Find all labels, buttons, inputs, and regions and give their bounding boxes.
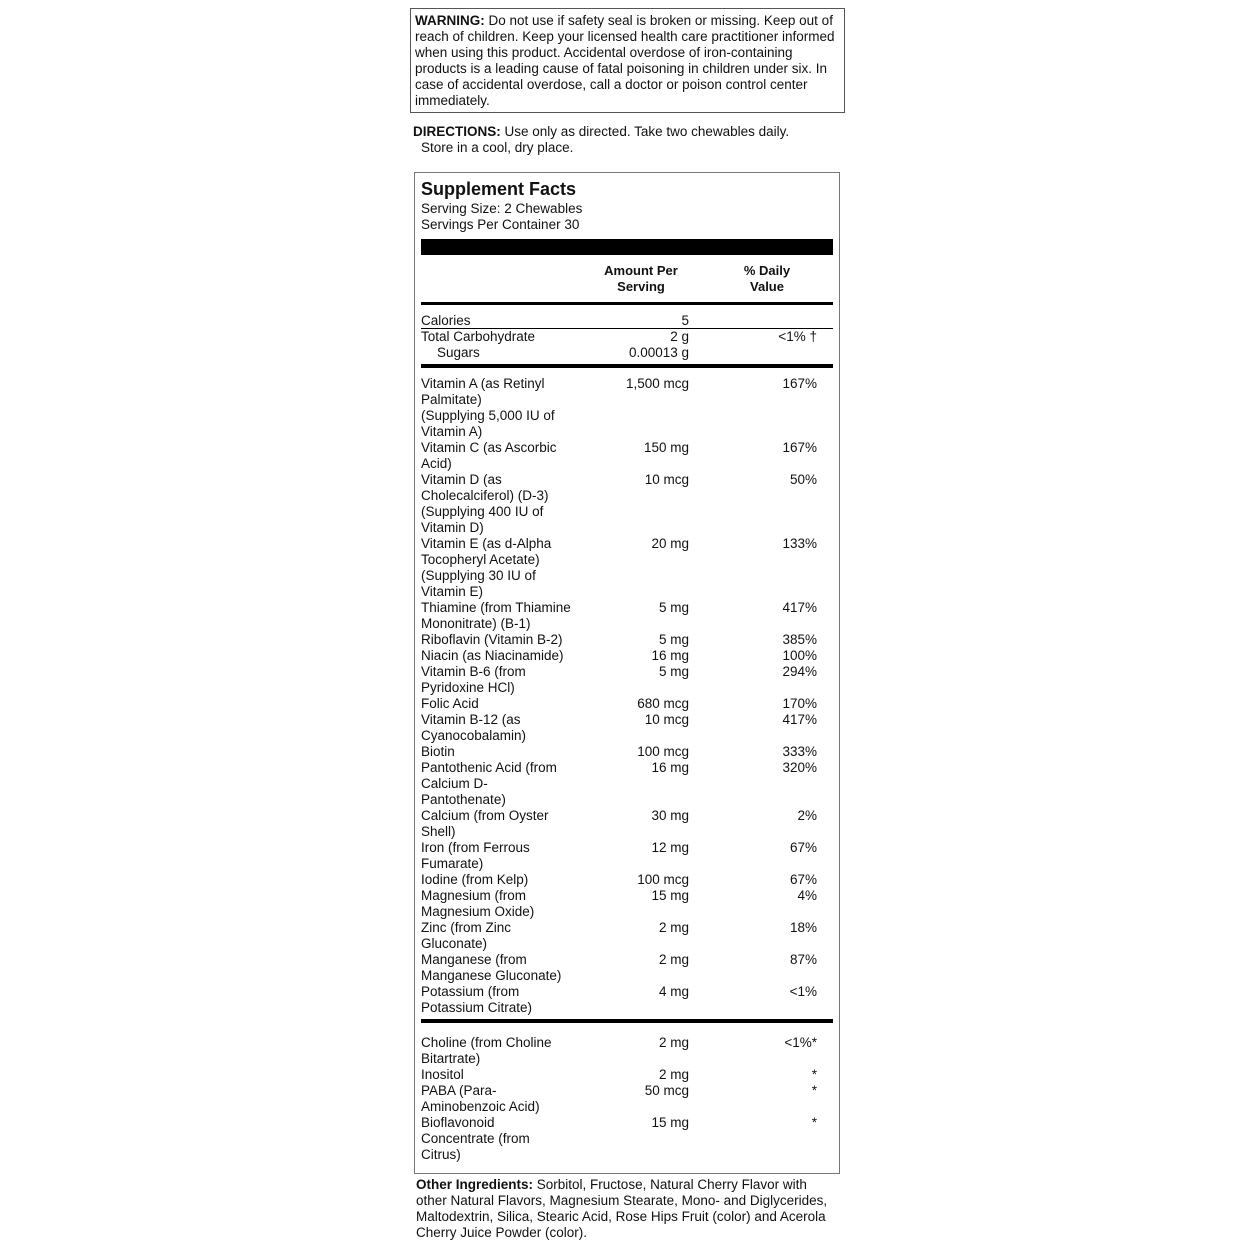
nutrient-name-line: Mononitrate) (B-1) bbox=[421, 616, 531, 631]
nutrient-row bbox=[421, 329, 833, 345]
nutrient-row bbox=[421, 744, 833, 760]
medium-divider-macros bbox=[421, 364, 833, 368]
nutrient-name bbox=[421, 536, 593, 600]
serving-size: Serving Size: 2 Chewables bbox=[421, 201, 583, 216]
nutrient-name-line: Fumarate) bbox=[421, 856, 484, 871]
nutrient-daily-value: 2% bbox=[797, 808, 817, 823]
nutrient-daily-value: 320% bbox=[782, 760, 817, 775]
nutrient-name bbox=[421, 888, 593, 920]
nutrient-name-line: Manganese (from bbox=[421, 952, 527, 967]
nutrient-daily-value: 87% bbox=[789, 952, 817, 967]
nutrient-name-line: (Supplying 30 IU of bbox=[421, 568, 536, 583]
nutrient-daily-value: <1% † bbox=[778, 329, 817, 344]
nutrient-daily-value: 50% bbox=[789, 472, 817, 487]
nutrient-daily-value: 167% bbox=[782, 440, 817, 455]
nutrient-name-line: Manganese Gluconate) bbox=[421, 968, 562, 983]
nutrient-name-line: Bitartrate) bbox=[421, 1051, 481, 1066]
nutrient-row bbox=[421, 1115, 833, 1163]
nutrient-name-line: Palmitate) bbox=[421, 392, 482, 407]
nutrient-amount: 100 mcg bbox=[637, 872, 689, 887]
directions-line1: Use only as directed. Take two chewables daily. bbox=[504, 124, 790, 139]
nutrient-row bbox=[421, 712, 833, 744]
nutrient-row bbox=[421, 888, 833, 920]
nutrient-amount: 16 mg bbox=[651, 760, 689, 775]
nutrient-name-line: Potassium (from bbox=[421, 984, 520, 999]
nutrient-row bbox=[421, 920, 833, 952]
nutrient-row bbox=[421, 840, 833, 872]
nutrient-amount: 5 mg bbox=[658, 600, 689, 615]
medium-divider-vitamins bbox=[421, 1019, 833, 1023]
nutrient-amount: 50 mcg bbox=[644, 1083, 689, 1098]
nutrient-name bbox=[421, 760, 593, 808]
nutrient-name bbox=[421, 984, 593, 1016]
column-header-amount-line2: Serving bbox=[617, 279, 665, 294]
nutrient-row bbox=[421, 345, 833, 361]
nutrient-amount: 100 mcg bbox=[637, 744, 689, 759]
nutrient-amount: 10 mcg bbox=[644, 712, 689, 727]
nutrient-row bbox=[421, 1035, 833, 1067]
nutrient-name-line: Sugars bbox=[437, 345, 480, 360]
nutrient-name-line: Vitamin D (as bbox=[421, 472, 502, 487]
nutrient-daily-value: 133% bbox=[782, 536, 817, 551]
nutrient-amount: 680 mcg bbox=[637, 696, 689, 711]
nutrient-name-line: (Supplying 5,000 IU of bbox=[421, 408, 555, 423]
nutrient-daily-value: 167% bbox=[782, 376, 817, 391]
nutrient-daily-value: <1%* bbox=[784, 1035, 817, 1050]
nutrient-name-line: Gluconate) bbox=[421, 936, 488, 951]
nutrient-amount: 16 mg bbox=[651, 648, 689, 663]
warning-box bbox=[410, 8, 845, 113]
nutrient-name bbox=[421, 872, 593, 888]
nutrient-amount: 150 mg bbox=[643, 440, 689, 455]
nutrient-name-line: Shell) bbox=[421, 824, 456, 839]
nutrient-amount: 5 mg bbox=[658, 664, 689, 679]
nutrient-name-line: Calcium (from Oyster bbox=[421, 808, 549, 823]
nutrient-name bbox=[421, 920, 593, 952]
nutrient-daily-value: 417% bbox=[782, 712, 817, 727]
nutrient-name bbox=[421, 1083, 593, 1115]
nutrient-name-line: Citrus) bbox=[421, 1147, 461, 1162]
nutrient-name-line: Vitamin A (as Retinyl bbox=[421, 376, 545, 391]
nutrient-name-line: Iron (from Ferrous bbox=[421, 840, 530, 855]
nutrient-row bbox=[421, 1067, 833, 1083]
nutrient-name-line: Iodine (from Kelp) bbox=[421, 872, 529, 887]
nutrient-amount: 0.00013 g bbox=[628, 345, 689, 360]
nutrient-row bbox=[421, 313, 833, 329]
nutrient-amount: 2 mg bbox=[658, 1035, 689, 1050]
nutrient-amount: 2 g bbox=[670, 329, 689, 344]
nutrient-name-line: Concentrate (from bbox=[421, 1131, 530, 1146]
nutrient-name-line: Zinc (from Zinc bbox=[421, 920, 512, 935]
nutrient-name-line: Cholecalciferol) (D-3) bbox=[421, 488, 549, 503]
nutrient-name-line: Niacin (as Niacinamide) bbox=[421, 648, 564, 663]
nutrient-name bbox=[421, 840, 593, 872]
nutrient-row bbox=[421, 440, 833, 472]
nutrient-name-line: Vitamin D) bbox=[421, 520, 484, 535]
nutrient-name-line: Vitamin E (as d-Alpha bbox=[421, 536, 552, 551]
nutrient-name-line: Biotin bbox=[421, 744, 455, 759]
directions-label: DIRECTIONS: bbox=[413, 124, 501, 139]
nutrient-name bbox=[421, 696, 593, 712]
nutrient-row bbox=[421, 760, 833, 808]
nutrient-row bbox=[421, 808, 833, 840]
nutrient-name bbox=[421, 329, 593, 345]
nutrient-name-line: Choline (from Choline bbox=[421, 1035, 552, 1050]
nutrient-name-line: Magnesium (from bbox=[421, 888, 527, 903]
nutrient-row bbox=[421, 984, 833, 1016]
nutrient-row bbox=[421, 376, 833, 440]
warning-text: Do not use if safety seal is broken or missing. Keep out of reach of children. Keep your licensed health care practitioner informed when using this product. Accidental overdose of iron-containing products is a leading cause of fatal poisoning in children under six. In case of accidental overdose, call a doctor or poison control center immediately. bbox=[415, 13, 835, 108]
nutrient-name bbox=[421, 712, 593, 744]
nutrient-daily-value: 385% bbox=[782, 632, 817, 647]
nutrient-name-line: Calcium D- bbox=[421, 776, 488, 791]
nutrient-row bbox=[421, 952, 833, 984]
nutrient-row bbox=[421, 1083, 833, 1115]
other-ingredients-text: Sorbitol, Fructose, Natural Cherry Flavor with other Natural Flavors, Magnesium Stearate, Mono- and Diglycerides, Maltodextrin, Silica, Stearic Acid, Rose Hips Fruit (color) and Acerola Cherry Juice Powder (color). bbox=[416, 1177, 828, 1240]
nutrient-name bbox=[421, 345, 609, 361]
nutrient-name-line: Vitamin A) bbox=[421, 424, 483, 439]
nutrient-name-line: Potassium Citrate) bbox=[421, 1000, 533, 1015]
nutrient-name bbox=[421, 744, 593, 760]
nutrient-name-line: Aminobenzoic Acid) bbox=[421, 1099, 540, 1114]
nutrient-amount: 2 mg bbox=[658, 952, 689, 967]
nutrient-name-line: Cyanocobalamin) bbox=[421, 728, 527, 743]
nutrient-name-line: Folic Acid bbox=[421, 696, 479, 711]
nutrient-name-line: Inositol bbox=[421, 1067, 464, 1082]
nutrient-row bbox=[421, 696, 833, 712]
nutrient-name bbox=[421, 664, 593, 696]
nutrient-name-line: Vitamin B-12 (as bbox=[421, 712, 521, 727]
directions-section bbox=[413, 124, 833, 156]
nutrient-amount: 4 mg bbox=[658, 984, 689, 999]
nutrient-name-line: Bioflavonoid bbox=[421, 1115, 495, 1130]
nutrient-name bbox=[421, 376, 593, 440]
nutrient-daily-value: * bbox=[811, 1067, 817, 1082]
nutrient-name-line: Acid) bbox=[421, 456, 452, 471]
nutrient-name bbox=[421, 648, 593, 664]
nutrient-amount: 30 mg bbox=[651, 808, 689, 823]
nutrient-name-line: Pantothenic Acid (from bbox=[421, 760, 557, 775]
nutrient-amount: 15 mg bbox=[651, 888, 689, 903]
nutrient-daily-value: <1% bbox=[789, 984, 817, 999]
nutrient-name-line: (Supplying 400 IU of bbox=[421, 504, 544, 519]
nutrient-daily-value: 67% bbox=[789, 840, 817, 855]
facts-title: Supplement Facts bbox=[421, 179, 577, 199]
column-header-dv-line1: % Daily bbox=[743, 263, 791, 278]
nutrient-name bbox=[421, 1035, 593, 1067]
nutrient-name bbox=[421, 440, 593, 472]
nutrient-amount: 2 mg bbox=[658, 920, 689, 935]
nutrient-daily-value: 170% bbox=[782, 696, 817, 711]
nutrient-name bbox=[421, 472, 593, 536]
nutrient-daily-value: 4% bbox=[797, 888, 817, 903]
thick-divider-top bbox=[421, 239, 833, 255]
divider-under-headers bbox=[421, 302, 833, 305]
nutrient-name bbox=[421, 600, 593, 632]
nutrient-name bbox=[421, 952, 593, 984]
nutrient-daily-value: 100% bbox=[782, 648, 817, 663]
nutrient-row bbox=[421, 872, 833, 888]
nutrient-daily-value: 18% bbox=[789, 920, 817, 935]
nutrient-name-line: Tocopheryl Acetate) bbox=[421, 552, 540, 567]
nutrient-name bbox=[421, 632, 593, 648]
nutrient-name-line: PABA (Para- bbox=[421, 1083, 497, 1098]
nutrient-daily-value: 294% bbox=[782, 664, 817, 679]
nutrient-amount: 20 mg bbox=[651, 536, 689, 551]
nutrient-daily-value: 333% bbox=[782, 744, 817, 759]
nutrient-amount: 15 mg bbox=[651, 1115, 689, 1130]
nutrient-amount: 2 mg bbox=[658, 1067, 689, 1082]
nutrient-row bbox=[421, 472, 833, 536]
column-header-amount bbox=[591, 263, 691, 295]
nutrient-row bbox=[421, 600, 833, 632]
nutrient-name-line: Pyridoxine HCl) bbox=[421, 680, 515, 695]
directions-line2: Store in a cool, dry place. bbox=[421, 140, 574, 155]
other-ingredients bbox=[416, 1177, 840, 1241]
nutrient-amount: 1,500 mcg bbox=[625, 376, 689, 391]
nutrient-amount: 5 mg bbox=[658, 632, 689, 647]
nutrient-name-line: Total Carbohydrate bbox=[421, 329, 536, 344]
nutrient-name-line: Vitamin B-6 (from bbox=[421, 664, 526, 679]
warning-label: WARNING: bbox=[415, 13, 485, 28]
nutrient-row bbox=[421, 664, 833, 696]
nutrient-name-line: Riboflavin (Vitamin B-2) bbox=[421, 632, 563, 647]
nutrient-daily-value: * bbox=[811, 1083, 817, 1098]
nutrient-name bbox=[421, 313, 593, 329]
nutrient-amount: 12 mg bbox=[651, 840, 689, 855]
nutrient-name bbox=[421, 808, 593, 840]
nutrient-name bbox=[421, 1115, 593, 1163]
other-ingredients-label: Other Ingredients: bbox=[416, 1177, 534, 1192]
nutrient-daily-value: 417% bbox=[782, 600, 817, 615]
nutrient-row bbox=[421, 536, 833, 600]
column-header-daily-value bbox=[728, 263, 806, 295]
nutrient-row bbox=[421, 648, 833, 664]
nutrient-daily-value: * bbox=[811, 1115, 817, 1130]
nutrient-name-line: Calories bbox=[421, 313, 471, 328]
nutrient-name bbox=[421, 1067, 593, 1083]
column-header-dv-line2: Value bbox=[750, 279, 784, 294]
nutrient-amount: 5 bbox=[681, 313, 689, 328]
column-header-amount-line1: Amount Per bbox=[604, 263, 678, 278]
nutrient-name-line: Pantothenate) bbox=[421, 792, 506, 807]
nutrient-name-line: Vitamin C (as Ascorbic bbox=[421, 440, 557, 455]
nutrient-name-line: Thiamine (from Thiamine bbox=[421, 600, 571, 615]
nutrient-daily-value: 67% bbox=[789, 872, 817, 887]
servings-per-container: Servings Per Container 30 bbox=[421, 217, 580, 232]
supplement-facts-panel bbox=[414, 172, 840, 1174]
nutrient-name-line: Vitamin E) bbox=[421, 584, 484, 599]
nutrient-amount: 10 mcg bbox=[644, 472, 689, 487]
nutrient-row bbox=[421, 632, 833, 648]
nutrient-name-line: Magnesium Oxide) bbox=[421, 904, 535, 919]
